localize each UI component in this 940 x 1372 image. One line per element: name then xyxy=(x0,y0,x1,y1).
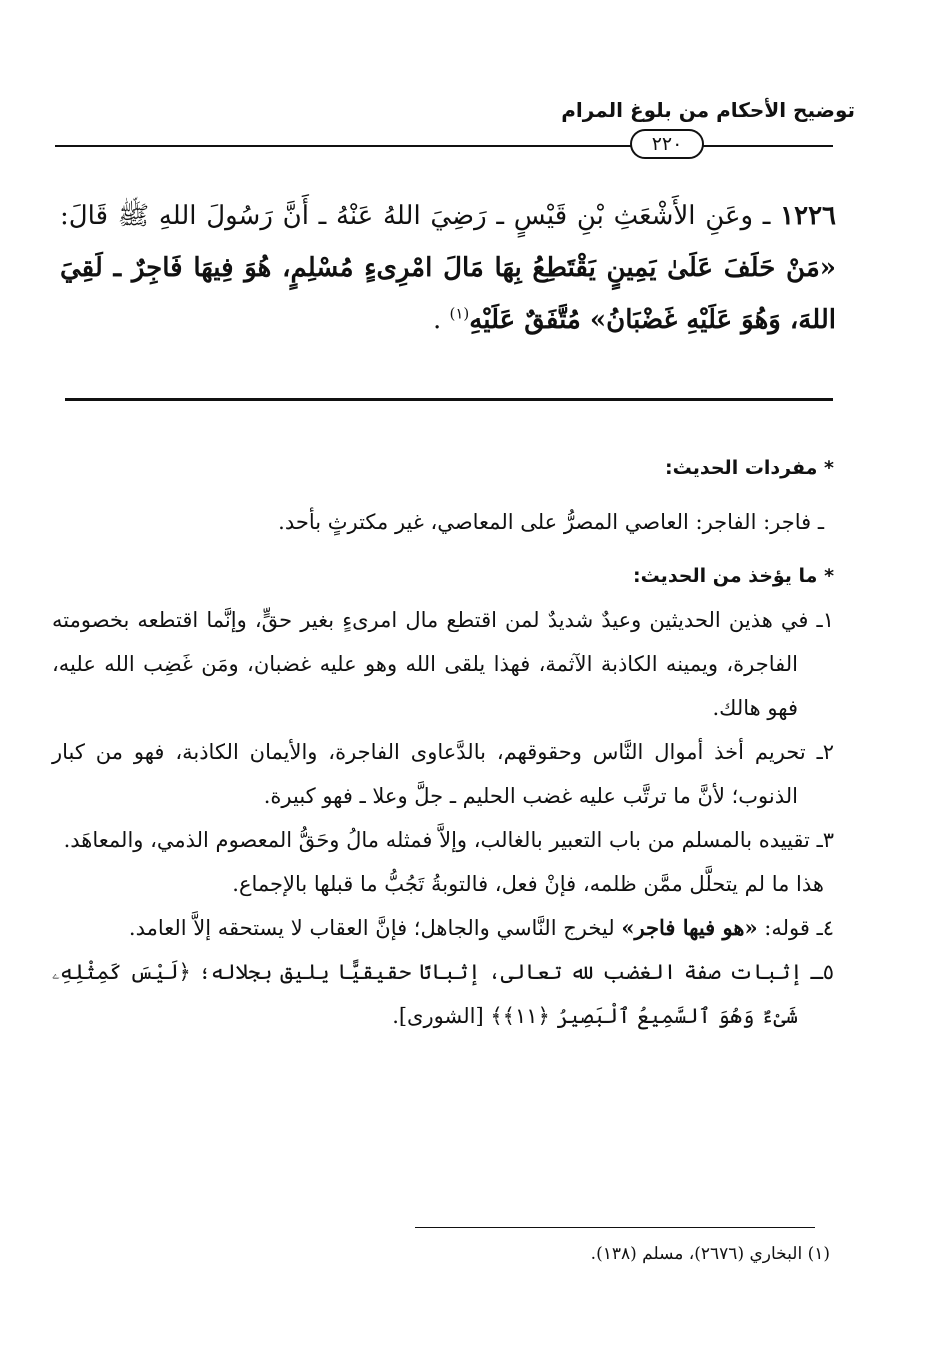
hadith-end: . xyxy=(432,305,450,335)
header-rule-right xyxy=(703,145,833,147)
footnote-marker: (١) xyxy=(449,304,470,323)
vocab-heading: * مفردات الحديث: xyxy=(665,457,834,479)
lesson-item-2: ٢ـ تحريم أخذ أموال النَّاس وحقوقهم، بالدَّعاوى الفاجرة، والأيمان الكاذبة، فهو من كبار الذنوب؛ لأنَّ ما ترتَّب عليه غضب الحليم ـ جلَّ وعلا ـ فهو كبيرة. xyxy=(52,740,834,808)
lesson-item-3: ٣ـ تقييده بالمسلم من باب التعبير بالغالب، وإلاَّ فمثله مالُ وحَقُّ المعصوم الذمي، والمعاهَد. xyxy=(63,828,834,852)
lesson-item-4-prefix: ٤ـ قوله: xyxy=(757,916,834,940)
page-number: ٢٢٠ xyxy=(630,129,704,159)
header-rule-left xyxy=(55,145,633,147)
footnote-divider xyxy=(415,1227,815,1228)
lesson-item-4 xyxy=(52,906,834,950)
lesson-item-1: ١ـ في هذين الحديثين وعيدٌ شديدٌ لمن اقتطع مال امرىءٍ بغير حقٍّ، وإنَّما اقتطعه بخصومته الفاجرة، ويمينه الكاذبة الآثمة، فهذا يلقى الله وهو عليه غضبان، ومَن غَضِب الله عليه، فهو هالك. xyxy=(52,608,834,720)
hadith-quote: «مَنْ حَلَفَ عَلَىٰ يَمِينٍ يَقْتَطِعُ بِهَا مَالَ امْرِىءٍ مُسْلِمٍ، هُوَ فِيهَا فَاجِرٌ ـ لَقِيَ اللهَ، وَهُوَ عَلَيْهِ غَضْبَانُ» مُتَّفَقٌ عَلَيْهِ xyxy=(60,253,836,335)
lesson-item-4-quote: «هو فيها فاجر» xyxy=(621,915,758,940)
vocab-item: ـ فاجر: الفاجر: العاصي المصرُّ على المعاصي، غير مكترثٍ بأحد. xyxy=(278,510,824,534)
lesson-item-5: ٥ـ إثبات صفة الغضب لله تعالى، إثباتًا حقيقيًّا يليق بجلاله؛ ﴿لَيْسَ كَمِثْلِهِۦ شَىْءٌ وَهُوَ ٱلسَّمِيعُ ٱلْبَصِيرُ ﴿١١﴾﴾ [الشورى]. xyxy=(52,960,834,1028)
lessons-heading: * ما يؤخذ من الحديث: xyxy=(632,565,834,587)
commentary xyxy=(52,446,834,1038)
footnote-1: (١) البخاري (٢٦٧٦)، مسلم (١٣٨). xyxy=(590,1244,830,1264)
hadith-intro: ـ وعَنِ الأَشْعَثِ بْنِ قَيْسٍ ـ رَضِيَ اللهُ عَنْهُ ـ أَنَّ رَسُولَ اللهِ ﷺ قَالَ: xyxy=(60,201,771,231)
lesson-item-4-rest: ليخرج النَّاسي والجاهل؛ فإنَّ العقاب لا يستحقه إلاَّ العامد. xyxy=(128,916,622,940)
book-title: توضيح الأحكام من بلوغ المرام xyxy=(561,98,855,122)
hadith-text xyxy=(60,190,836,346)
lesson-note: هذا ما لم يتحلَّل ممَّن ظلمه، فإنْ فعل، فالتوبةُ تَجُبُّ ما قبلها بالإجماع. xyxy=(232,872,824,896)
hadith-number: ١٢٢٦ xyxy=(780,201,837,231)
hadith-divider xyxy=(65,398,833,401)
